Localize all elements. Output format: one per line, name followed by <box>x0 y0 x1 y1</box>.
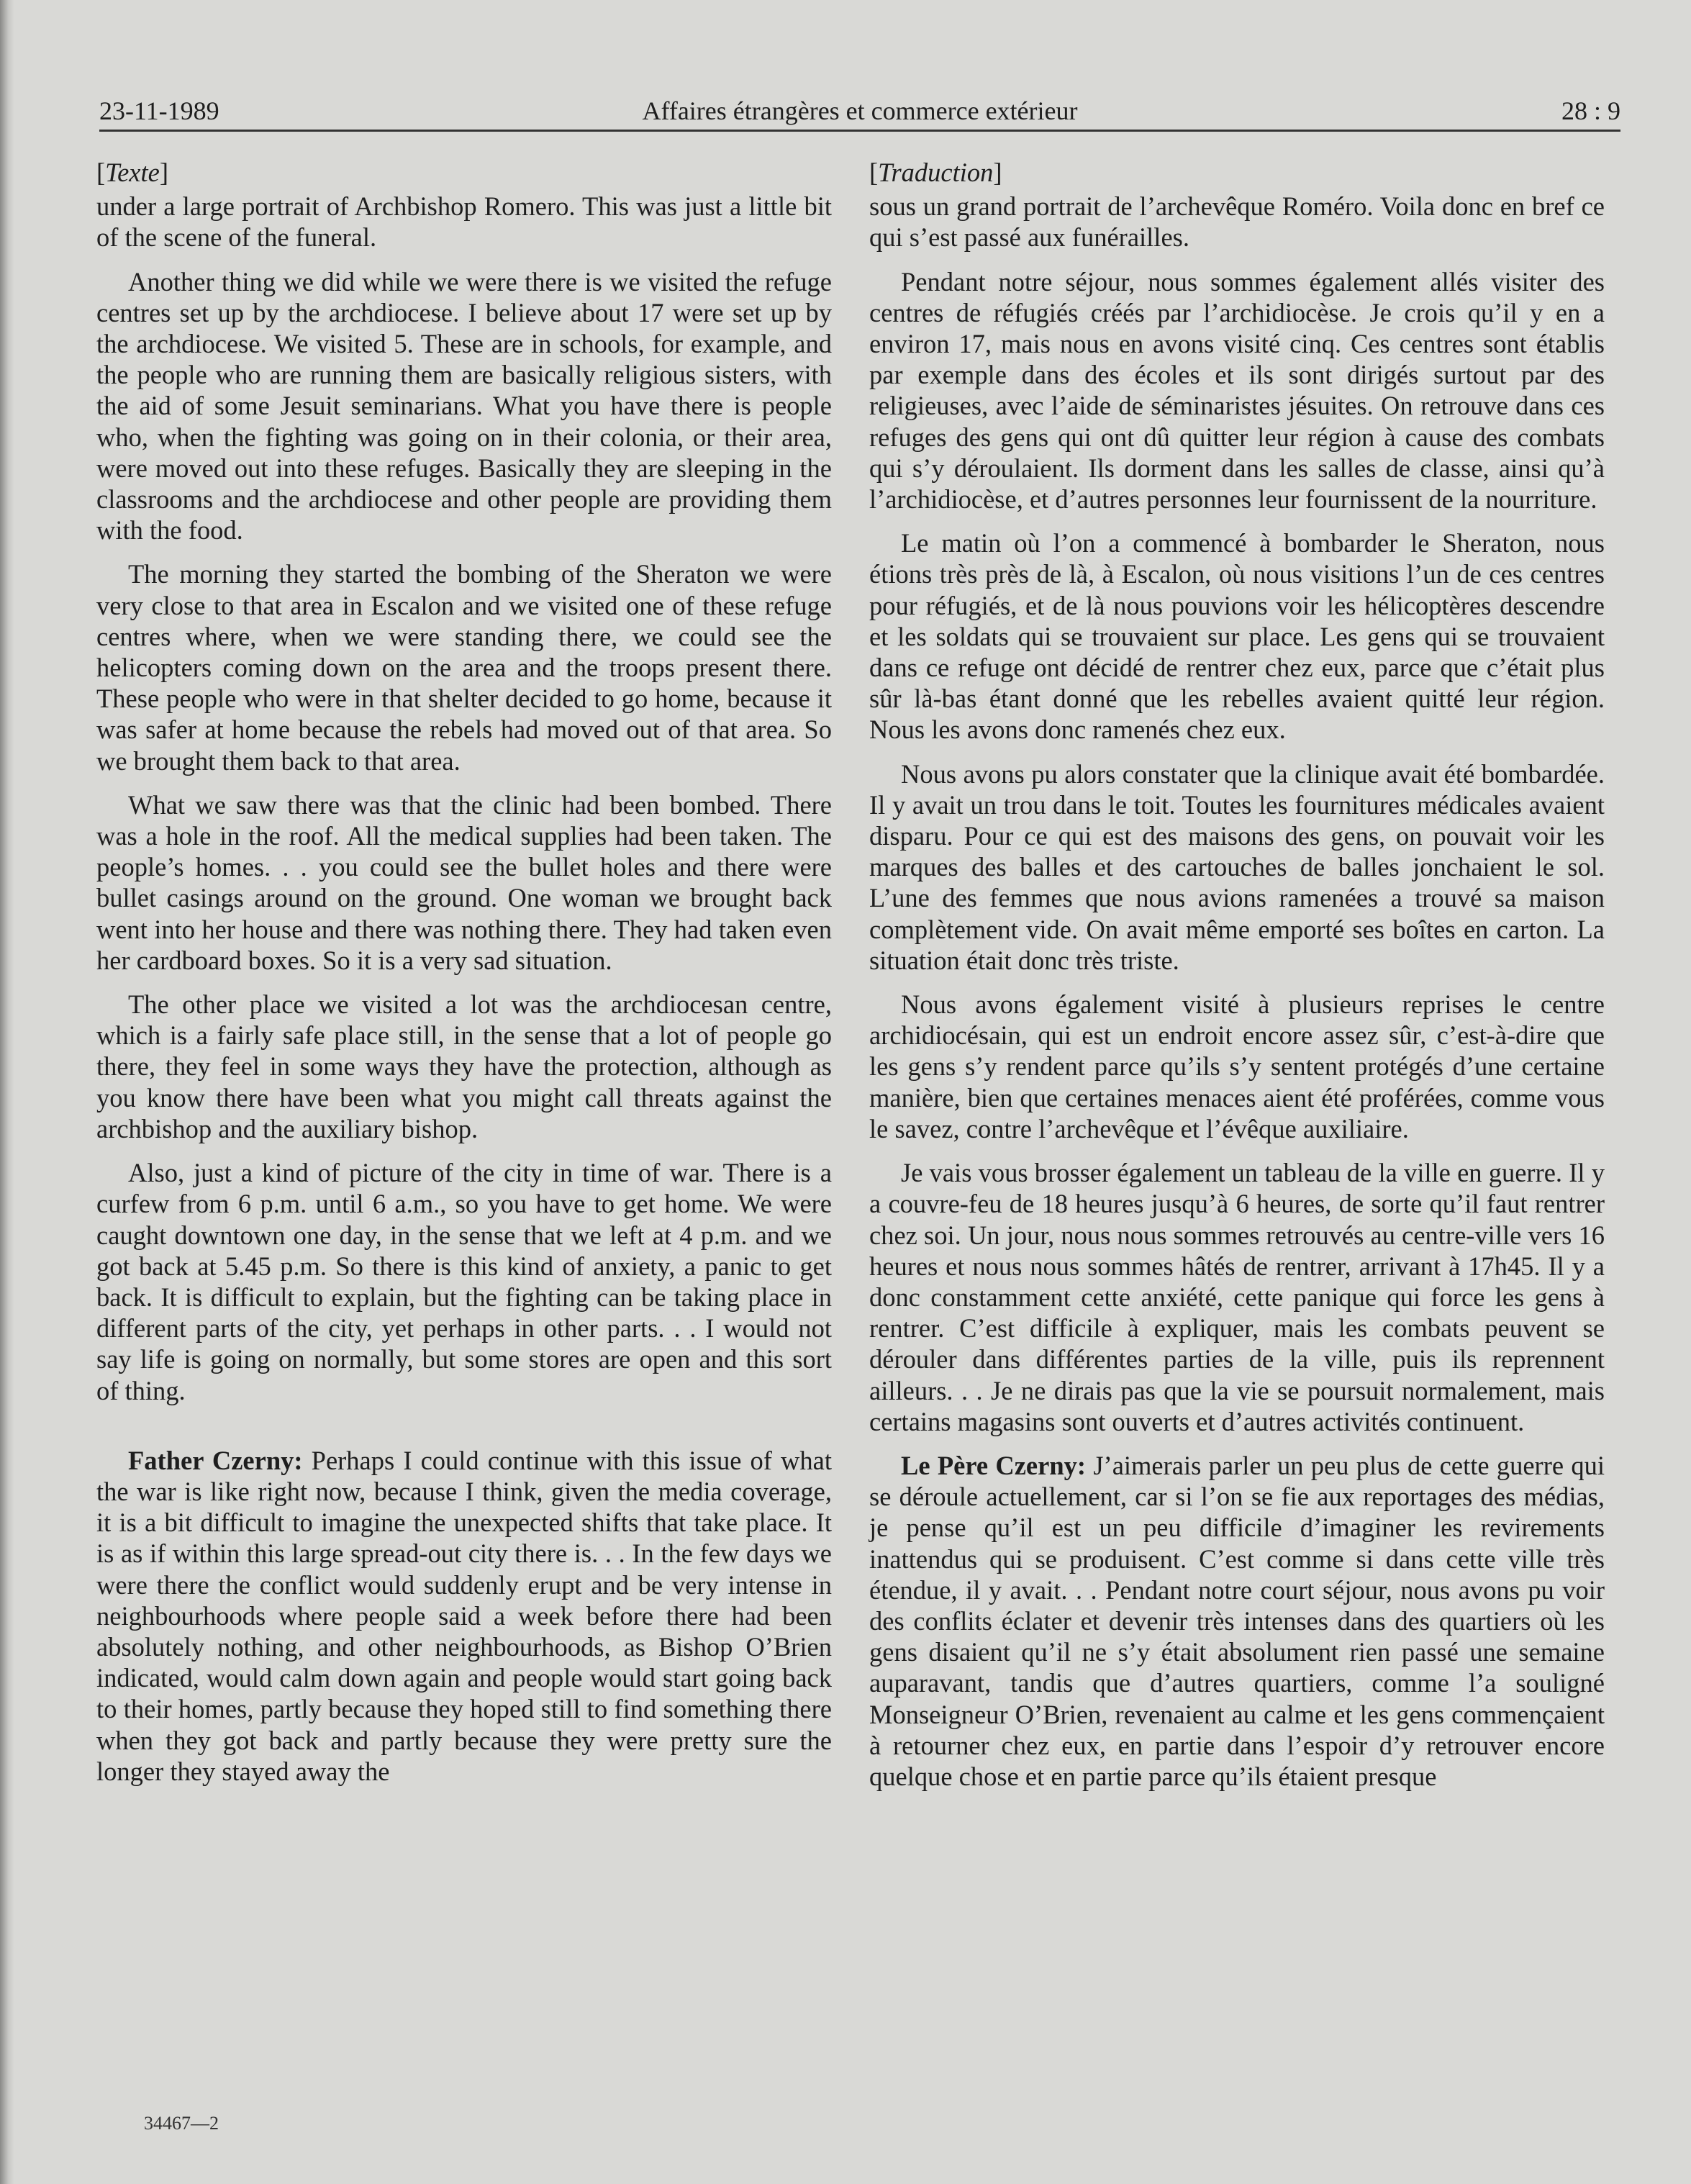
page-binding-edge <box>0 0 14 2184</box>
paragraph: Nous avons pu alors constater que la clinique avait été bombardée. Il y avait un trou dans le toit. Toutes les fournitures médicales avaient disparu. Pour ce qui est des maisons des gens, on pouvait voir les marques des balles et des cartouches de balles jonchaient le sol. L’une des femmes que nous avions ramenées a trouvé sa maison complètement vide. On avait même emporté ses boîtes en carton. La situation était donc très triste. <box>869 758 1605 975</box>
english-column <box>96 157 832 1800</box>
column-label-texte: [Texte] <box>96 158 169 187</box>
paragraph: under a large portrait of Archbishop Romero. This was just a little bit of the scene of the funeral. <box>96 191 832 253</box>
paragraph: What we saw there was that the clinic had been bombed. There was a hole in the roof. All the medical supplies had been taken. The people’s homes. . . you could see the bullet holes and there were bullet casings around on the ground. One woman we brought back went into her house and there was nothing there. They had taken even her cardboard boxes. So it is a very sad situation. <box>96 789 832 975</box>
paragraph: The morning they started the bombing of the Sheraton we were very close to that area in Escalon and we visited one of these refuge centres where, when we were standing there, we could see the helicopters coming down on the area and the troops present there. These people who were in that shelter decided to go home, because it was safer at home because the rebels had moved out of that area. So we brought them back to that area. <box>96 559 832 776</box>
running-header <box>99 92 1620 132</box>
french-column <box>869 157 1605 1805</box>
paragraph: Another thing we did while we were there is we visited the refuge centres set up by the archdiocese. I believe about 17 were set up by the archdiocese. We visited 5. These are in schools, for example, and the people who are running them are basically religious sisters, with the aid of some Jesuit seminarians. What you have there is people who, when the fighting was going on in their colonia, or their area, were moved out into these refuges. Basically they are sleeping in the classrooms and the archdiocese and other people are providing them with the food. <box>96 266 832 545</box>
speaker-paragraph: Le Père Czerny: J’aimerais parler un peu plus de cette guerre qui se déroule actuellement, car si l’on se fie aux reportages des médias, je pense qu’il est un peu difficile d’imaginer les revirements inattendus qui se produisent. C’est comme si dans cette ville très étendue, il y avait. . . Pendant notre court séjour, nous avons pu voir des conflits éclater et devenir très intenses dans des quartiers où les gens disaient qu’il ne s’y était absolument rien passé une semaine auparavant, tandis que d’autres quartiers, comme l’a souligné Monseigneur O’Brien, revenaient au calme et les gens commençaient à retourner chez eux, en partie dans l’espoir d’y retrouver encore quelque chose et en partie parce qu’ils étaient presque <box>869 1450 1605 1791</box>
paragraph: Je vais vous brosser également un tableau de la ville en guerre. Il y a couvre-feu de 18 heures jusqu’à 6 heures, de sorte qu’il faut rentrer chez soi. Un jour, nous nous sommes retrouvés au centre-ville vers 16 heures et nous nous sommes hâtés de rentrer, arrivant à 17h45. Il y a donc constamment cette anxiété, cette panique qui force les gens à rentrer. C’est difficile à expliquer, mais les combats peuvent se dérouler dans différentes parties de la ville, puis ils reprennent ailleurs. . . Je ne dirais pas que la vie se poursuit normalement, mais certains magasins sont ouverts et d’autres activités continuent. <box>869 1158 1605 1436</box>
speaker-name: Le Père Czerny: <box>901 1450 1087 1480</box>
header-date: 23-11-1989 <box>99 96 219 125</box>
print-code: 34467—2 <box>144 2113 219 2134</box>
paragraph: The other place we visited a lot was the archdiocesan centre, which is a fairly safe place still, in the sense that a lot of people go there, they feel in some ways they have the protection, although as you know there have been what you might call threats against the archbishop and the auxiliary bishop. <box>96 989 832 1143</box>
paragraph: sous un grand portrait de l’archevêque Roméro. Voila donc en bref ce qui s’est passé aux funérailles. <box>869 191 1605 253</box>
paragraph: Le matin où l’on a commencé à bombarder le Sheraton, nous étions très près de là, à Escalon, où nous visitions l’un de ces centres pour réfugiés, et de là nous pouvions voir les hélicoptères descendre et les soldats qui se trouvaient sur place. Les gens qui se trouvaient dans ce refuge ont décidé de rentrer chez eux, parce que c’était plus sûr là-bas étant donné que les rebelles avaient quitté leur région. Nous les avons donc ramenés chez eux. <box>869 528 1605 745</box>
paragraph: Nous avons également visité à plusieurs reprises le centre archidiocésain, qui est un endroit encore assez sûr, c’est-à-dire que les gens s’y rendent parce qu’ils s’y sentent protégés d’une certaine manière, bien que certaines menaces aient été proférées, comme vous le savez, contre l’archevêque et l’évêque auxiliaire. <box>869 989 1605 1143</box>
header-page-number: 28 : 9 <box>1561 96 1620 125</box>
header-title: Affaires étrangères et commerce extérieur <box>642 96 1078 125</box>
speaker-paragraph: Father Czerny: Perhaps I could continue with this issue of what the war is like right now, because I think, given the media coverage, it is a bit difficult to imagine the unexpected shifts that take place. It is as if within this large spread-out city there is. . . In the few days we were there the conflict would suddenly erupt and be very intense in neighbourhoods where people said a week before there had been absolutely nothing, and other neighbourhoods, as Bishop O’Brien indicated, would calm down again and people would start going back to their homes, partly because they hoped still to find something there when they got back and partly because they were pretty sure the longer they stayed away the <box>96 1445 833 1786</box>
column-label-traduction: [Traduction] <box>869 158 1002 187</box>
paragraph: Also, just a kind of picture of the city in time of war. There is a curfew from 6 p.m. until 6 a.m., so you have to get home. We were caught downtown one day, in the sense that we left at 4 p.m. and we got back at 5.45 p.m. So there is this kind of anxiety, a panic to get back. It is difficult to explain, but the fighting can be taking place in different parts of the city, yet perhaps in other parts. . . I would not say life is going on normally, but some stores are open and this sort of thing. <box>96 1158 832 1405</box>
speaker-name: Father Czerny: <box>128 1445 303 1475</box>
paragraph: Pendant notre séjour, nous sommes également allés visiter des centres de réfugiés créés par l’archidiocèse. Je crois qu’il y en a environ 17, mais nous en avons visité cinq. Ces centres sont établis par exemple dans des écoles et ils sont dirigés surtout par des religieuses, avec l’aide de séminaristes jésuites. On retrouve dans ces refuges des gens qui ont dû quitter leur région à cause des combats qui s’y déroulaient. Ils dorment dans les salles de classe, ainsi qu’à l’archidiocèse, et d’autres personnes leur fournissent de la nourriture. <box>869 266 1605 515</box>
